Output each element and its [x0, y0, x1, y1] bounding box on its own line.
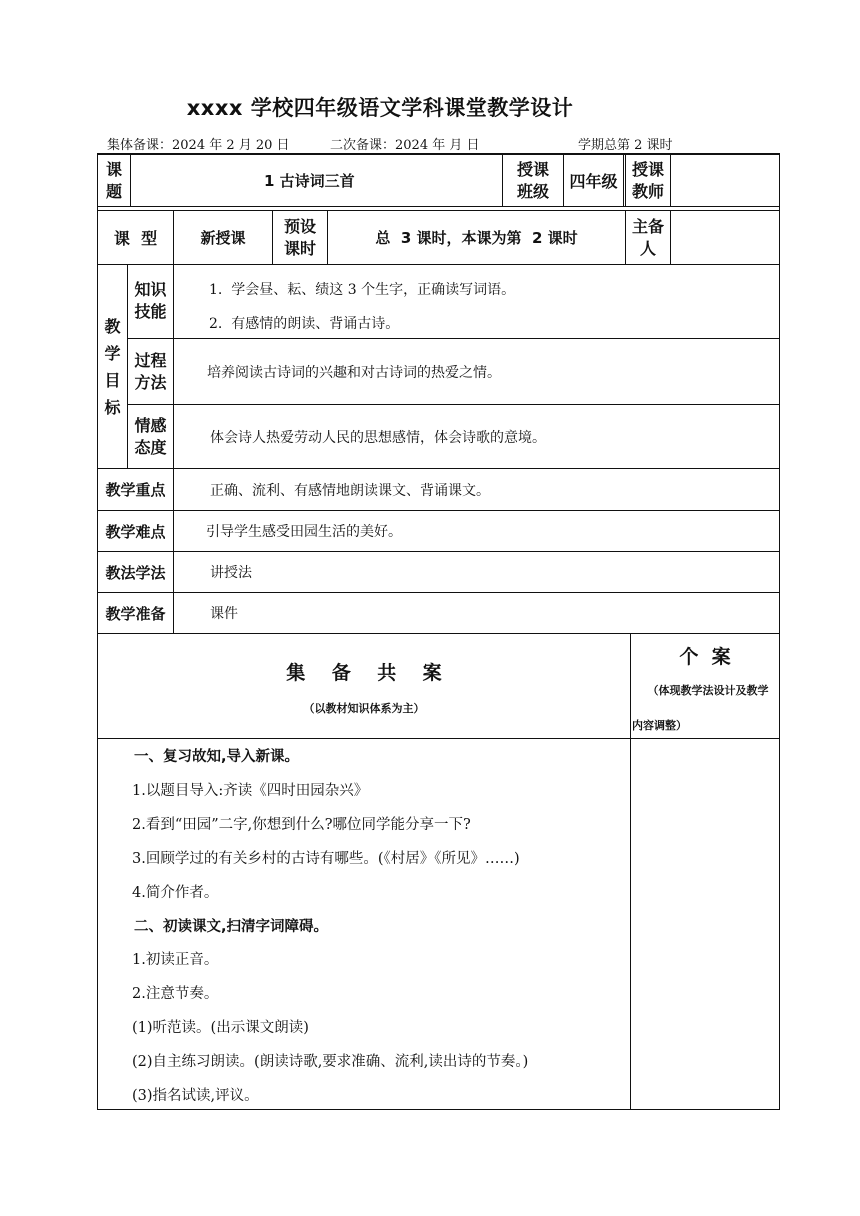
- difficulty-value: 引导学生感受田园生活的美好。: [206, 524, 402, 540]
- key-points-label: 教学重点: [105, 481, 166, 499]
- hours-value: 总 3 课时，本课为第 2 课时: [375, 229, 578, 247]
- emotion-label: [128, 405, 173, 468]
- individual-plan-subtitle-2: 内容调整）: [632, 719, 687, 732]
- lead-label-line: 人: [639, 238, 656, 258]
- rule: [97, 510, 780, 511]
- teacher-label-line: 教师: [631, 181, 664, 201]
- hours-label: [273, 211, 327, 264]
- rule: [623, 153, 624, 207]
- meta-collective-prep: 集体备课：2024 年 2 月 20 日: [107, 138, 290, 153]
- meta-second-prep: 二次备课：2024 年 月 日: [330, 138, 480, 153]
- rule: [173, 264, 174, 469]
- type-label: 课 型: [113, 229, 158, 248]
- preparation-label: 教学准备: [105, 604, 166, 623]
- topic-label-line: 课: [105, 159, 122, 179]
- lead-value: [671, 211, 779, 264]
- grade-label-line: 班级: [516, 181, 549, 201]
- procedure-line: 4.简介作者。: [132, 884, 219, 901]
- lead-label: [626, 211, 670, 264]
- procedure-line: 2.看到“田园”二字,你想到什么?哪位同学能分享一下?: [132, 816, 471, 833]
- individual-plan-subtitle-1: （体现教学法设计及教学: [647, 684, 769, 697]
- emotion-label-line: 态度: [134, 437, 167, 457]
- objectives-label-char: 学: [104, 343, 121, 363]
- shared-plan-title: 集 备 共 案: [286, 661, 442, 684]
- rule: [97, 633, 780, 634]
- preparation-value: 课件: [210, 606, 238, 622]
- rule: [630, 633, 631, 1110]
- methods-label: 教法学法: [105, 563, 166, 582]
- rule: [97, 592, 780, 593]
- rule: [779, 153, 780, 1110]
- difficulty-label: 教学难点: [105, 522, 166, 541]
- objectives-label: [98, 265, 127, 468]
- procedure-heading: 二、初读课文,扫清字词障碍。: [134, 918, 329, 935]
- knowledge-label: [128, 265, 173, 338]
- process-label: [128, 339, 173, 404]
- rule: [97, 264, 780, 265]
- rule: [97, 206, 780, 207]
- objectives-label-char: 目: [104, 370, 121, 390]
- rule: [97, 738, 780, 739]
- grade-value: 四年级: [569, 172, 618, 191]
- grade-label: [503, 155, 563, 206]
- hours-label-line: 课时: [283, 238, 316, 258]
- emotion-label-line: 情感: [134, 415, 167, 435]
- rule: [97, 1109, 780, 1110]
- teacher-label-line: 授课: [631, 159, 664, 179]
- knowledge-label-line: 知识: [134, 280, 167, 299]
- process-value: 培养阅读古诗词的兴趣和对古诗词的热爱之情。: [207, 364, 501, 381]
- individual-plan-title: 个 案: [679, 645, 731, 668]
- process-label-line: 过程: [134, 350, 167, 370]
- knowledge-label-line: 技能: [134, 302, 167, 321]
- teacher-value: [671, 155, 779, 206]
- procedure-line: 3.回顾学过的有关乡村的古诗有哪些。(《村居》《所见》……): [132, 850, 520, 867]
- procedure-line: (3)指名试读,评议。: [132, 1088, 259, 1104]
- procedure-heading: 一、复习故知,导入新课。: [134, 749, 300, 765]
- procedure-line: 2.注意节奏。: [132, 986, 219, 1003]
- topic-label-line: 题: [105, 181, 122, 201]
- hours-label-line: 预设: [283, 216, 316, 236]
- rule: [130, 153, 131, 207]
- process-label-line: 方法: [134, 372, 167, 392]
- procedure-line: 1.初读正音。: [132, 952, 219, 969]
- rule: [97, 551, 780, 552]
- objectives-label-char: 标: [104, 397, 121, 417]
- key-points-value: 正确、流利、有感情地朗读课文、背诵课文。: [210, 482, 490, 499]
- meta-total-lessons: 学期总第 2 课时: [578, 138, 673, 153]
- knowledge-item-2: 2. 有感情的朗读、背诵古诗。: [209, 316, 400, 332]
- topic-value: 1 古诗词三首: [264, 172, 355, 190]
- type-value: 新授课: [200, 229, 246, 247]
- methods-value: 讲授法: [210, 565, 252, 581]
- procedure-line: 1.以题目导入:齐读《四时田园杂兴》: [132, 782, 369, 799]
- rule: [173, 468, 174, 634]
- teacher-label: [626, 155, 670, 206]
- lesson-plan-table: [97, 153, 780, 1110]
- procedure-line: (1)听范读。(出示课文朗读): [132, 1020, 309, 1037]
- knowledge-item-1: 1. 学会昼、耘、绩这 3 个生字，正确读写词语。: [209, 282, 516, 298]
- shared-plan-subtitle: （以教材知识体系为主）: [303, 702, 425, 715]
- procedure-line: (2)自主练习朗读。(朗读诗歌,要求准确、流利,读出诗的节奏。): [132, 1054, 529, 1071]
- lead-label-line: 主备: [631, 216, 664, 236]
- page-title: xxxx 学校四年级语文学科课堂教学设计: [186, 96, 574, 120]
- grade-label-line: 授课: [516, 159, 549, 179]
- objectives-label-char: 教: [104, 316, 121, 336]
- emotion-value: 体会诗人热爱劳动人民的思想感情，体会诗歌的意境。: [210, 429, 546, 446]
- topic-label: [98, 155, 130, 206]
